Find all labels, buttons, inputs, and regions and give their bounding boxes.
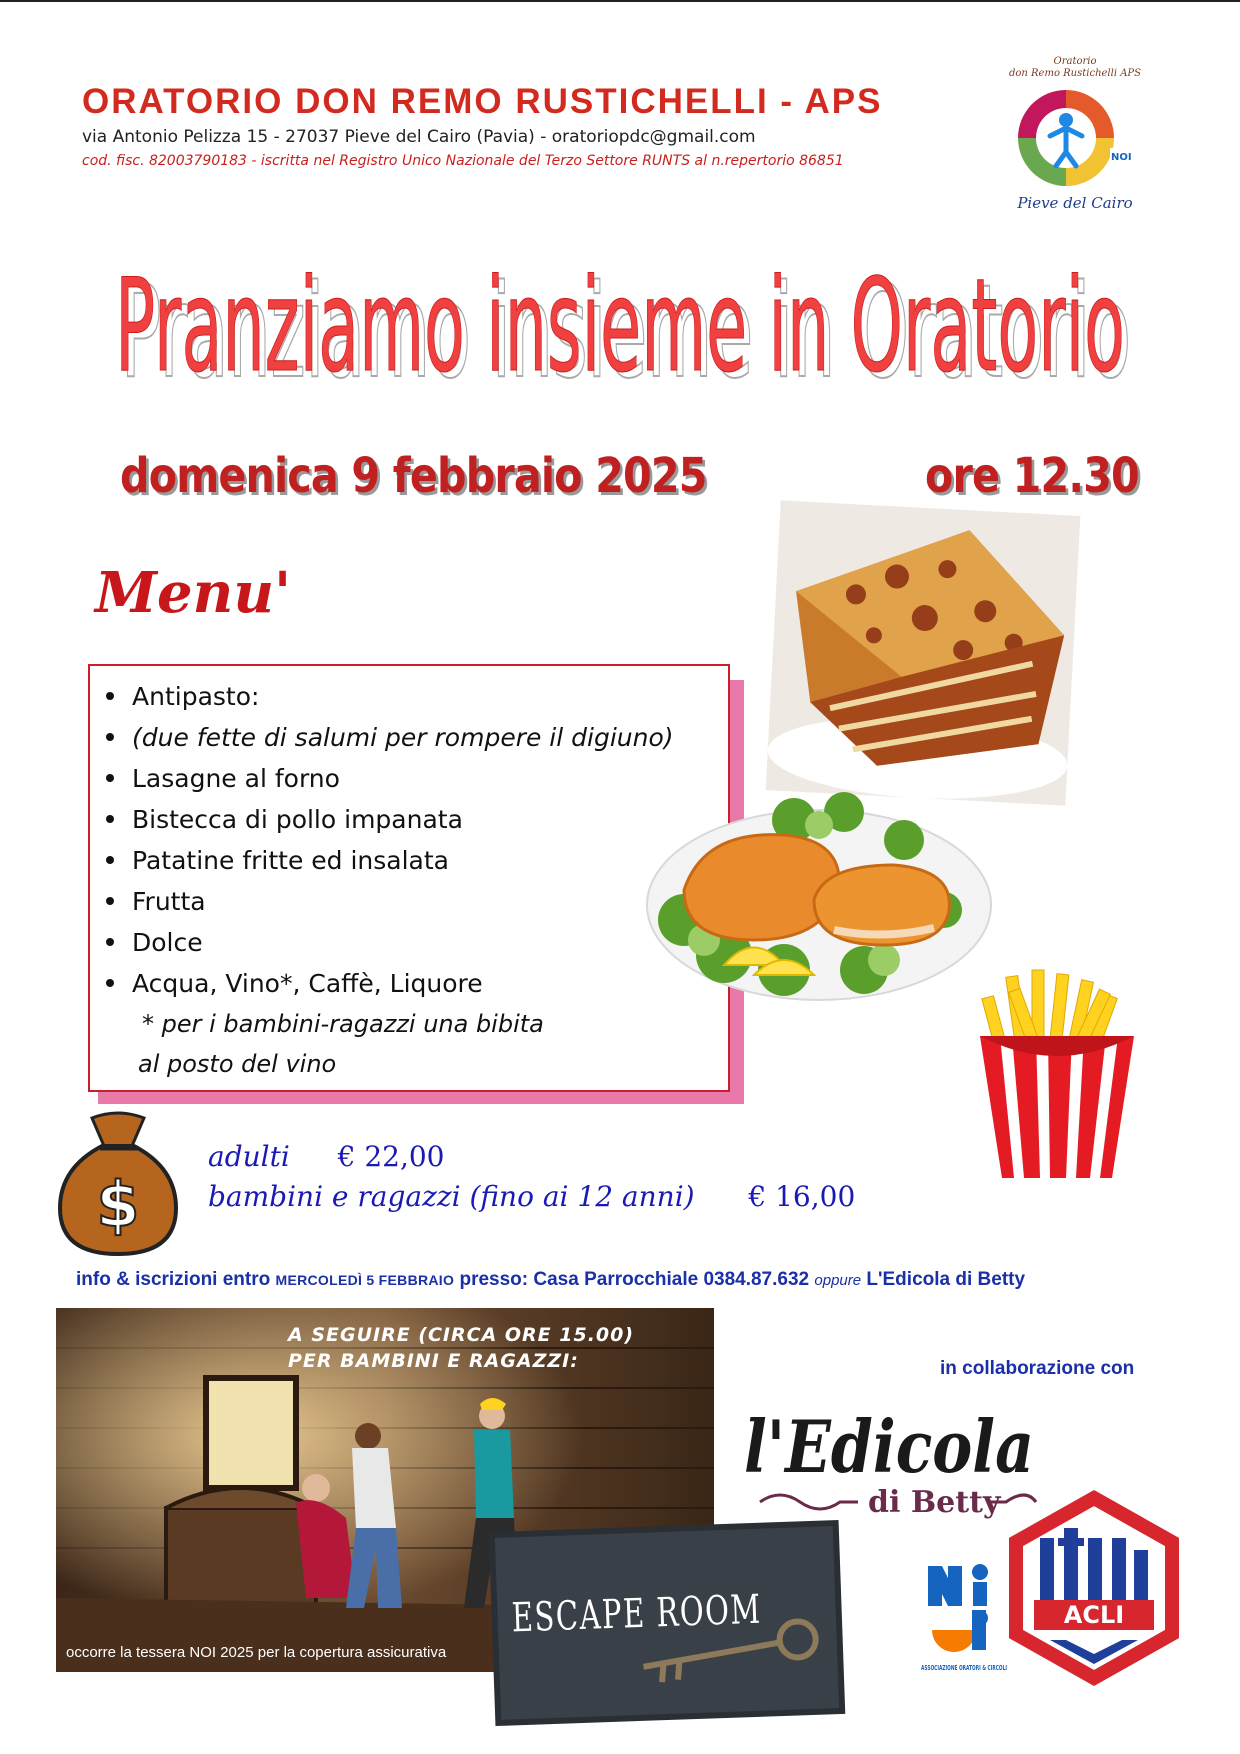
registration-info [76,1269,1025,1291]
menu-item-text: Antipasto: [132,682,260,711]
menu-item-text: Bistecca di pollo impanata [132,805,463,834]
menu-note-line1: * per i bambini-ragazzi una bibita [142,1010,544,1038]
dollar-sign: $ [96,1168,140,1241]
menu-box [88,664,730,1092]
bullet-icon [106,938,114,946]
menu-item [106,963,674,1004]
menu-item [106,922,674,963]
oratorio-logo [990,56,1160,216]
activity-announcement [288,1322,634,1374]
bullet-icon [106,979,114,987]
menu-item [106,881,674,922]
menu-item [106,840,674,881]
french-fries-image [972,966,1142,1182]
price-kids-label: bambini e ragazzi (fino ai 12 anni) [208,1180,695,1213]
event-date: domenica 9 febbraio 2025 [120,448,707,504]
bullet-icon [106,815,114,823]
info-oppure: oppure [814,1272,862,1289]
price-adults [208,1140,445,1173]
price-adults-amount: € 22,00 [337,1140,445,1173]
org-name: ORATORIO DON REMO RUSTICHELLI - APS [82,82,883,121]
logo-top-line2: don Remo Rustichelli APS [1008,68,1142,79]
escape-room-sign [489,1520,856,1726]
menu-item [106,799,674,840]
event-time: ore 12.30 [925,448,1139,504]
menu-item-text: (due fette di salumi per rompere il digiuno) [132,723,674,752]
org-fiscal-info: cod. fisc. 82003790183 - iscritta nel Registro Unico Nazionale del Terzo Settore RUNTS al n.repertorio 86851 [82,153,844,169]
acli-logo [1010,1494,1178,1682]
menu-item [106,717,674,758]
title-text: Pranziamo insieme in Oratorio [115,252,1125,401]
info-text: info & iscrizioni entro [76,1269,276,1290]
edicola-main-text: l'Edicola [744,1404,1034,1489]
menu-note [138,1004,544,1084]
activity-line1: A SEGUIRE (CIRCA ORE 15.00) [288,1324,635,1346]
escape-room-title: ESCAPE ROOM [510,1583,856,1642]
info-deadline: MERCOLEDÌ 5 FEBBRAIO [275,1272,455,1288]
menu-note-line2: al posto del vino [138,1050,337,1078]
activity-line2: PER BAMBINI E RAGAZZI: [288,1350,579,1372]
bullet-icon [106,856,114,864]
money-bag-icon [52,1108,184,1258]
menu-item [106,676,674,717]
lasagna-image [766,500,1081,805]
price-kids-amount: € 16,00 [748,1180,856,1213]
chicken-cutlet-image [644,780,994,1010]
collaboration-label: in collaborazione con [940,1358,1135,1379]
info-text: L'Edicola di Betty [861,1269,1026,1290]
info-text: presso: Casa Parrocchiale 0384.87.632 [454,1269,815,1290]
insurance-note: occorre la tessera NOI 2025 per la copertura assicurativa [66,1644,447,1661]
menu-item-text: Acqua, Vino*, Caffè, Liquore [132,969,483,998]
logo-badge: NOI [1111,152,1132,163]
logo-top-line1: Oratorio [1053,56,1097,67]
bullet-icon [106,692,114,700]
menu-item-text: Frutta [132,887,206,916]
edicola-sub-text: di Betty [868,1485,1001,1520]
org-address: via Antonio Pelizza 15 - 27037 Pieve del Cairo (Pavia) - oratoriopdc@gmail.com [82,127,756,147]
menu-heading: Menu' [95,560,292,626]
edicola-di-betty-logo [740,1390,1040,1520]
event-title [60,220,1180,410]
menu-item-text: Lasagne al forno [132,764,340,793]
menu-item-text: Patatine fritte ed insalata [132,846,449,875]
title-shadow: Pranziamo insieme in Oratorio [121,258,1131,407]
bullet-icon [106,897,114,905]
logo-bottom-text: Pieve del Cairo [1017,194,1133,212]
bullet-icon [106,733,114,741]
price-kids [208,1180,855,1213]
menu-item [106,758,674,799]
top-border [0,0,1240,2]
bullet-icon [106,774,114,782]
menu-item-text: Dolce [132,928,203,957]
acli-text: ACLI [1063,1601,1125,1629]
logo-emblem-icon [990,56,1160,216]
menu-list [106,676,674,1004]
price-adults-label: adulti [208,1140,290,1173]
noi-association-logo [918,1560,1010,1680]
noi-text: ASSOCIAZIONE ORATORI & CIRCOLI [921,1664,1007,1672]
